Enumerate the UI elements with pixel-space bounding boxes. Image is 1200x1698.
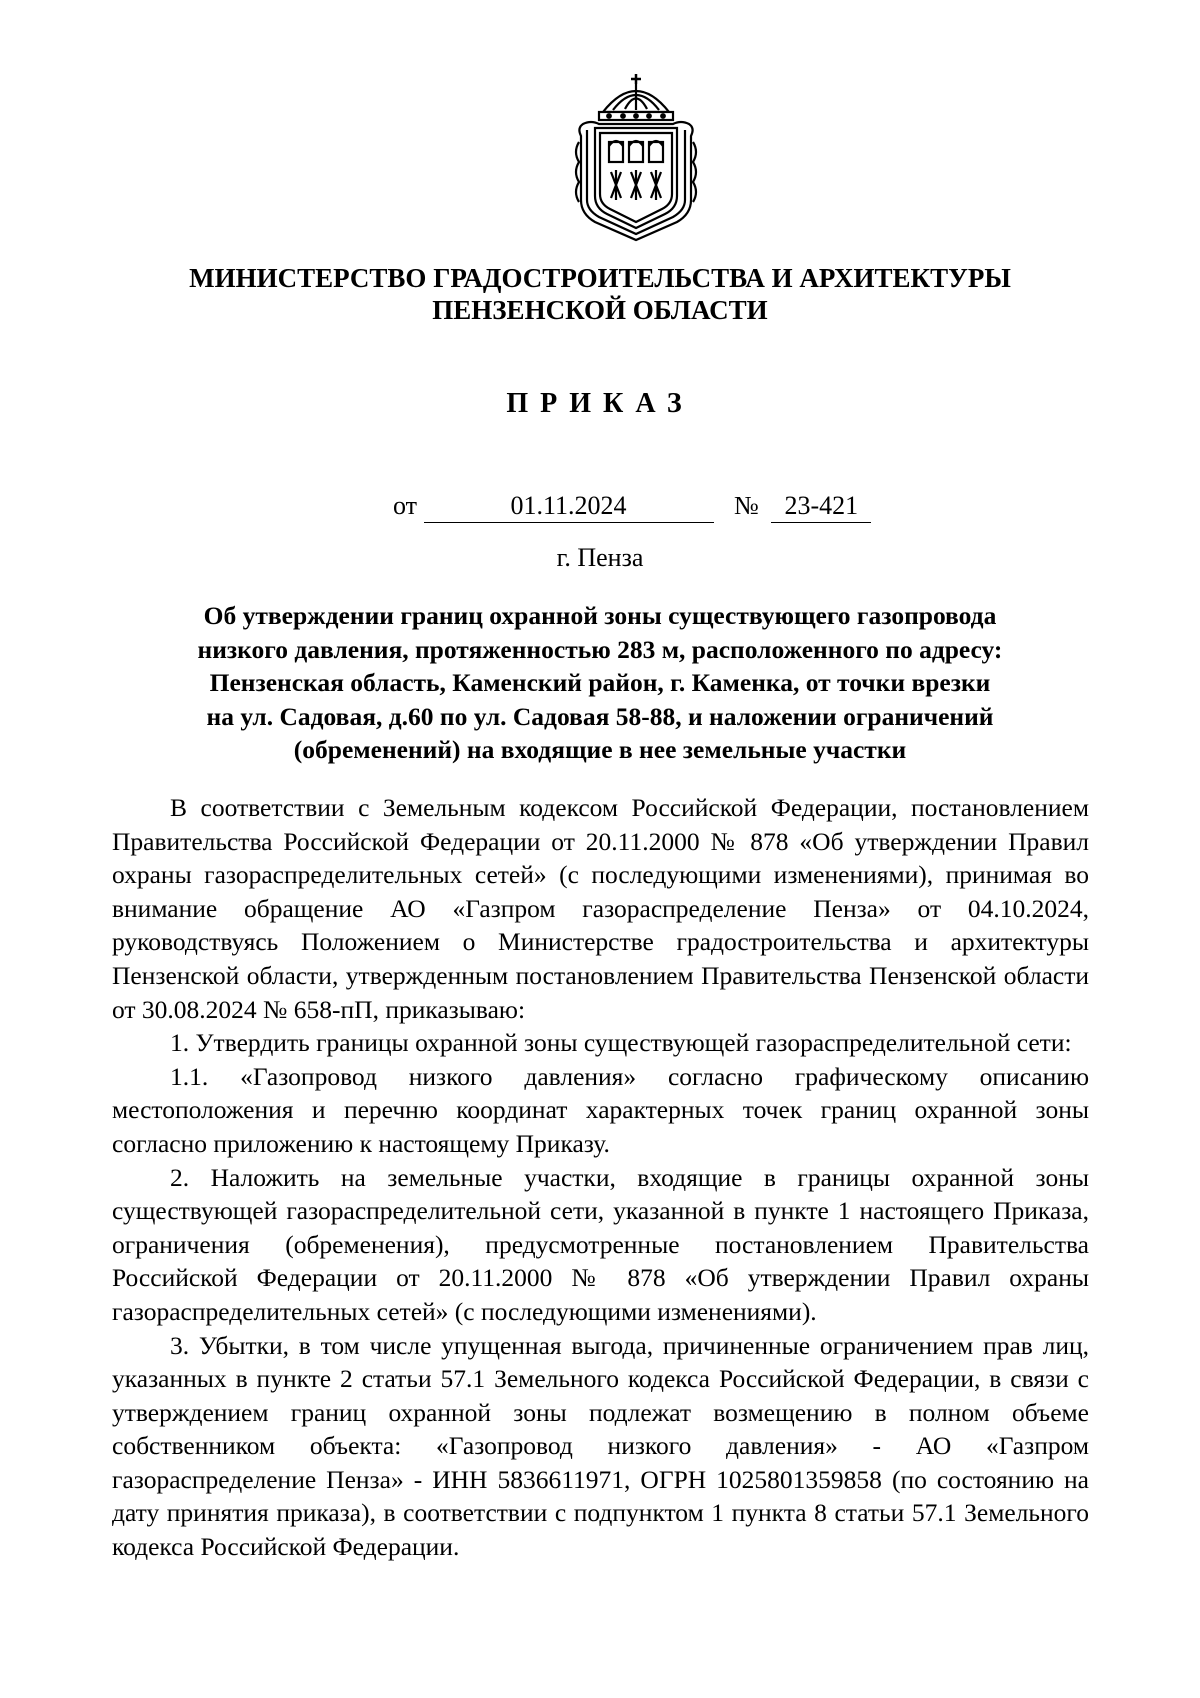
document-number: 23-421 [771,490,871,523]
penza-region-coat-of-arms-icon [573,72,699,242]
date-prefix: от [393,491,418,520]
subject-line: (обременений) на входящие в нее земельные участки [293,735,907,764]
subject-line: Об утверждении границ охранной зоны существующего газопровода [203,601,997,630]
clause-2: 2. Наложить на земельные участки, входящие в границы охранной зоны существующей газораспределительной сети, указанной в пункте 1 настоящего Приказа, ограничения (обременения), предусмотренные постановлением Правительства Российской Федерации от 20.11.2000 № 878 «Об утверждении Правил охраны газораспределительных сетей» (с последующими изменениями). [112,1162,1089,1326]
document-date: 01.11.2024 [424,490,714,523]
order-subject [140,599,1060,767]
ministry-name [140,262,1060,326]
ministry-name-line-1: МИНИСТЕРСТВО ГРАДОСТРОИТЕЛЬСТВА И АРХИТЕКТУРЫ [189,263,1011,293]
subject-line: на ул. Садовая, д.60 по ул. Садовая 58-88, и наложении ограничений [206,701,994,731]
clause-3: 3. Убытки, в том числе упущенная выгода, причиненные ограничением прав лиц, указанных в пункте 2 статьи 57.1 Земельного кодекса Российской Федерации, в связи с утверждением границ охранной зоны подлежат возмещению в полном объеме собственником объекта: «Газопровод низкого давления» - АО «Газпром газораспределение Пенза» - ИНН 5836611971, ОГРН 1025801359858 (по состоянию на дату принятия приказа), в соответствии с подпунктом 1 пункта 8 статьи 57.1 Земельного кодекса Российской Федерации. [112,1330,1089,1562]
clause-1: 1. Утвердить границы охранной зоны существующей газораспределительной сети: [170,1028,1072,1058]
clause-1-1: 1.1. «Газопровод низкого давления» согласно графическому описанию местоположения и перечню координат характерных точек границ охранной зоны согласно приложению к настоящему Приказу. [112,1061,1089,1158]
issue-city: г. Пенза [556,543,644,572]
subject-line: Пензенская область, Каменский район, г. Каменка, от точки врезки [209,668,991,697]
subject-line: низкого давления, протяженностью 283 м, расположенного по адресу: [197,634,1003,664]
preamble-paragraph: В соответствии с Земельным кодексом Российской Федерации, постановлением Правительства Российской Федерации от 20.11.2000 № 878 «Об утверждении Правил охраны газораспределительных сетей» (с последующими изменениями), принимая во внимание обращение АО «Газпром газораспределение Пенза» от 04.10.2024, руководствуясь Положением о Министерстве градостроительства и архитектуры Пензенской области, утвержденным постановлением Правительства Пензенской области от 30.08.2024 № 658-пП, приказываю: [112,793,1089,1024]
date-number-line [393,490,871,524]
ministry-name-line-2: ПЕНЗЕНСКОЙ ОБЛАСТИ [432,295,768,325]
order-body [112,791,1089,1564]
document-type-title: ПРИКАЗ [506,388,694,419]
number-sign: № [734,491,759,520]
